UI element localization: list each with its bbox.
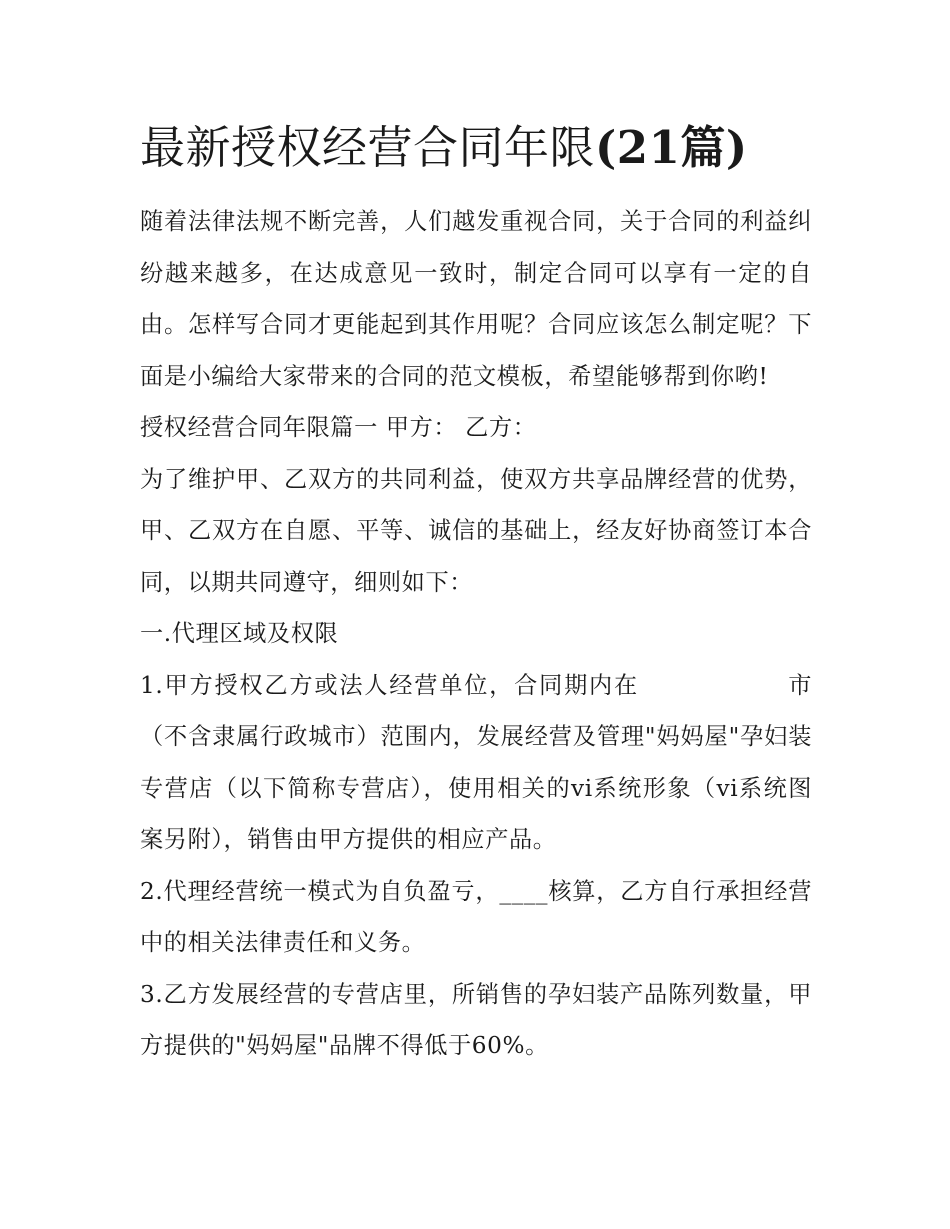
contract-header: 授权经营合同年限篇一 甲方： 乙方： <box>140 414 537 441</box>
clause-2: 2.代理经营统一模式为自负盈亏，____核算，乙方自行承担经营中的相关法律责任和义务。 <box>140 877 812 956</box>
intro-paragraph: 随着法律法规不断完善，人们越发重视合同，关于合同的利益纠纷越来越多，在达成意见一致时，制定合同可以享有一定的自由。怎样写合同才更能起到其作用呢？合同应该怎么制定呢？下面是小编给大家带来的合同的范文模板，希望能够帮到你哟! <box>140 208 812 390</box>
clause-1-after-blank: 市（不含隶属行政城市）范围内，发展经营及管理"妈妈屋"孕妇装专营店（以下简称专营店），使用相关的vi系统形象（vi系统图案另附），销售由甲方提供的相应产品。 <box>140 671 812 853</box>
document-body <box>140 112 812 1072</box>
title-main: 最新授权经营合同年限 <box>140 121 596 174</box>
clause-1-before-blank: 1.甲方授权乙方或法人经营单位，合同期内在 <box>140 671 640 699</box>
preamble-paragraph: 为了维护甲、乙双方的共同利益，使双方共享品牌经营的优势，甲、乙双方在自愿、平等、诚信的基础上，经友好协商签订本合同，以期共同遵守，细则如下： <box>140 465 812 596</box>
title-suffix: (21篇) <box>595 121 748 174</box>
document-title <box>140 112 812 184</box>
clause-1 <box>140 660 812 866</box>
section-heading: 一.代理区域及权限 <box>140 620 339 647</box>
clause-3: 3.乙方发展经营的专营店里，所销售的孕妇装产品陈列数量，甲方提供的"妈妈屋"品牌不得低于60%。 <box>140 980 812 1059</box>
